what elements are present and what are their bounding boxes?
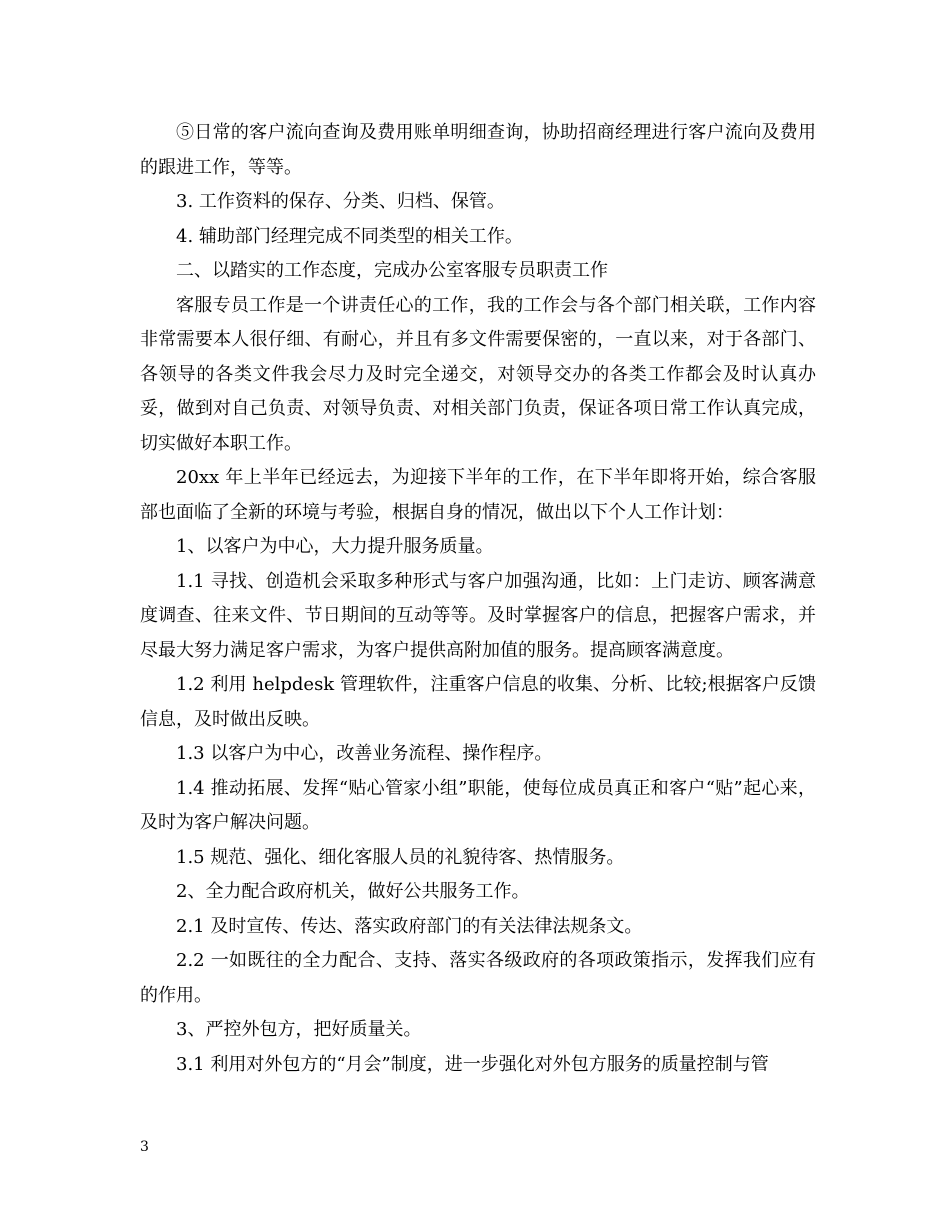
paragraph-3: 4. 辅助部门经理完成不同类型的相关工作。 bbox=[176, 225, 523, 247]
plan-item-1-1: 1.1 寻找、创造机会采取多种形式与客户加强沟通，比如：上门走访、顾客满意度调查、往来文件、节日期间的互动等等。及时掌握客户的信息，把握客户需求，并尽最大努力满足客户需求，为客户提供高附加值的服务。提高顾客满意度。 bbox=[140, 570, 816, 661]
plan-item-1-5: 1.5 规范、强化、细化客服人员的礼貌待客、热情服务。 bbox=[176, 846, 625, 868]
document-body bbox=[140, 116, 816, 1082]
paragraph-2: 3. 工作资料的保存、分类、归档、保管。 bbox=[176, 191, 505, 212]
paragraph-1: ⑤日常的客户流向查询及费用账单明细查询，协助招商经理进行客户流向及费用的跟进工作，等等。 bbox=[140, 122, 816, 178]
plan-item-3: 3、严控外包方，把好质量关。 bbox=[176, 1019, 422, 1040]
plan-item-2-2: 2.2 一如既往的全力配合、支持、落实各级政府的各项政策指示，发挥我们应有的作用。 bbox=[140, 950, 816, 1006]
paragraph-5: 客服专员工作是一个讲责任心的工作，我的工作会与各个部门相关联，工作内容非常需要本人很仔细、有耐心，并且有多文件需要保密的，一直以来，对于各部门、各领导的各类文件我会尽力及时完全递交，对领导交办的各类工作都会及时认真办妥，做到对自己负责、对领导负责、对相关部门负责，保证各项日常工作认真完成，切实做好本职工作。 bbox=[140, 294, 816, 454]
section-heading-2: 二、以踏实的工作态度，完成办公室客服专员职责工作 bbox=[176, 260, 608, 281]
plan-item-1-4: 1.4 推动拓展、发挥“贴心管家小组”职能，使每位成员真正和客户“贴”起心来，及时为客户解决问题。 bbox=[140, 777, 816, 833]
plan-item-1-3: 1.3 以客户为中心，改善业务流程、操作程序。 bbox=[176, 743, 553, 764]
plan-item-2-1: 2.1 及时宣传、传达、落实政府部门的有关法律法规条文。 bbox=[176, 915, 643, 937]
paragraph-6: 20xx 年上半年已经远去，为迎接下半年的工作，在下半年即将开始，综合客服部也面临了全新的环境与考验，根据自身的情况，做出以下个人工作计划： bbox=[140, 467, 816, 523]
plan-item-2: 2、全力配合政府机关，做好公共服务工作。 bbox=[176, 881, 530, 902]
plan-item-1-2: 1.2 利用 helpdesk 管理软件，注重客户信息的收集、分析、比较;根据客户反馈信息，及时做出反映。 bbox=[140, 674, 816, 730]
page-number: 3 bbox=[140, 1139, 149, 1155]
plan-item-1: 1、以客户为中心，大力提升服务质量。 bbox=[176, 536, 494, 557]
plan-item-3-1: 3.1 利用对外包方的“月会”制度，进一步强化对外包方服务的质量控制与管 bbox=[176, 1053, 769, 1075]
